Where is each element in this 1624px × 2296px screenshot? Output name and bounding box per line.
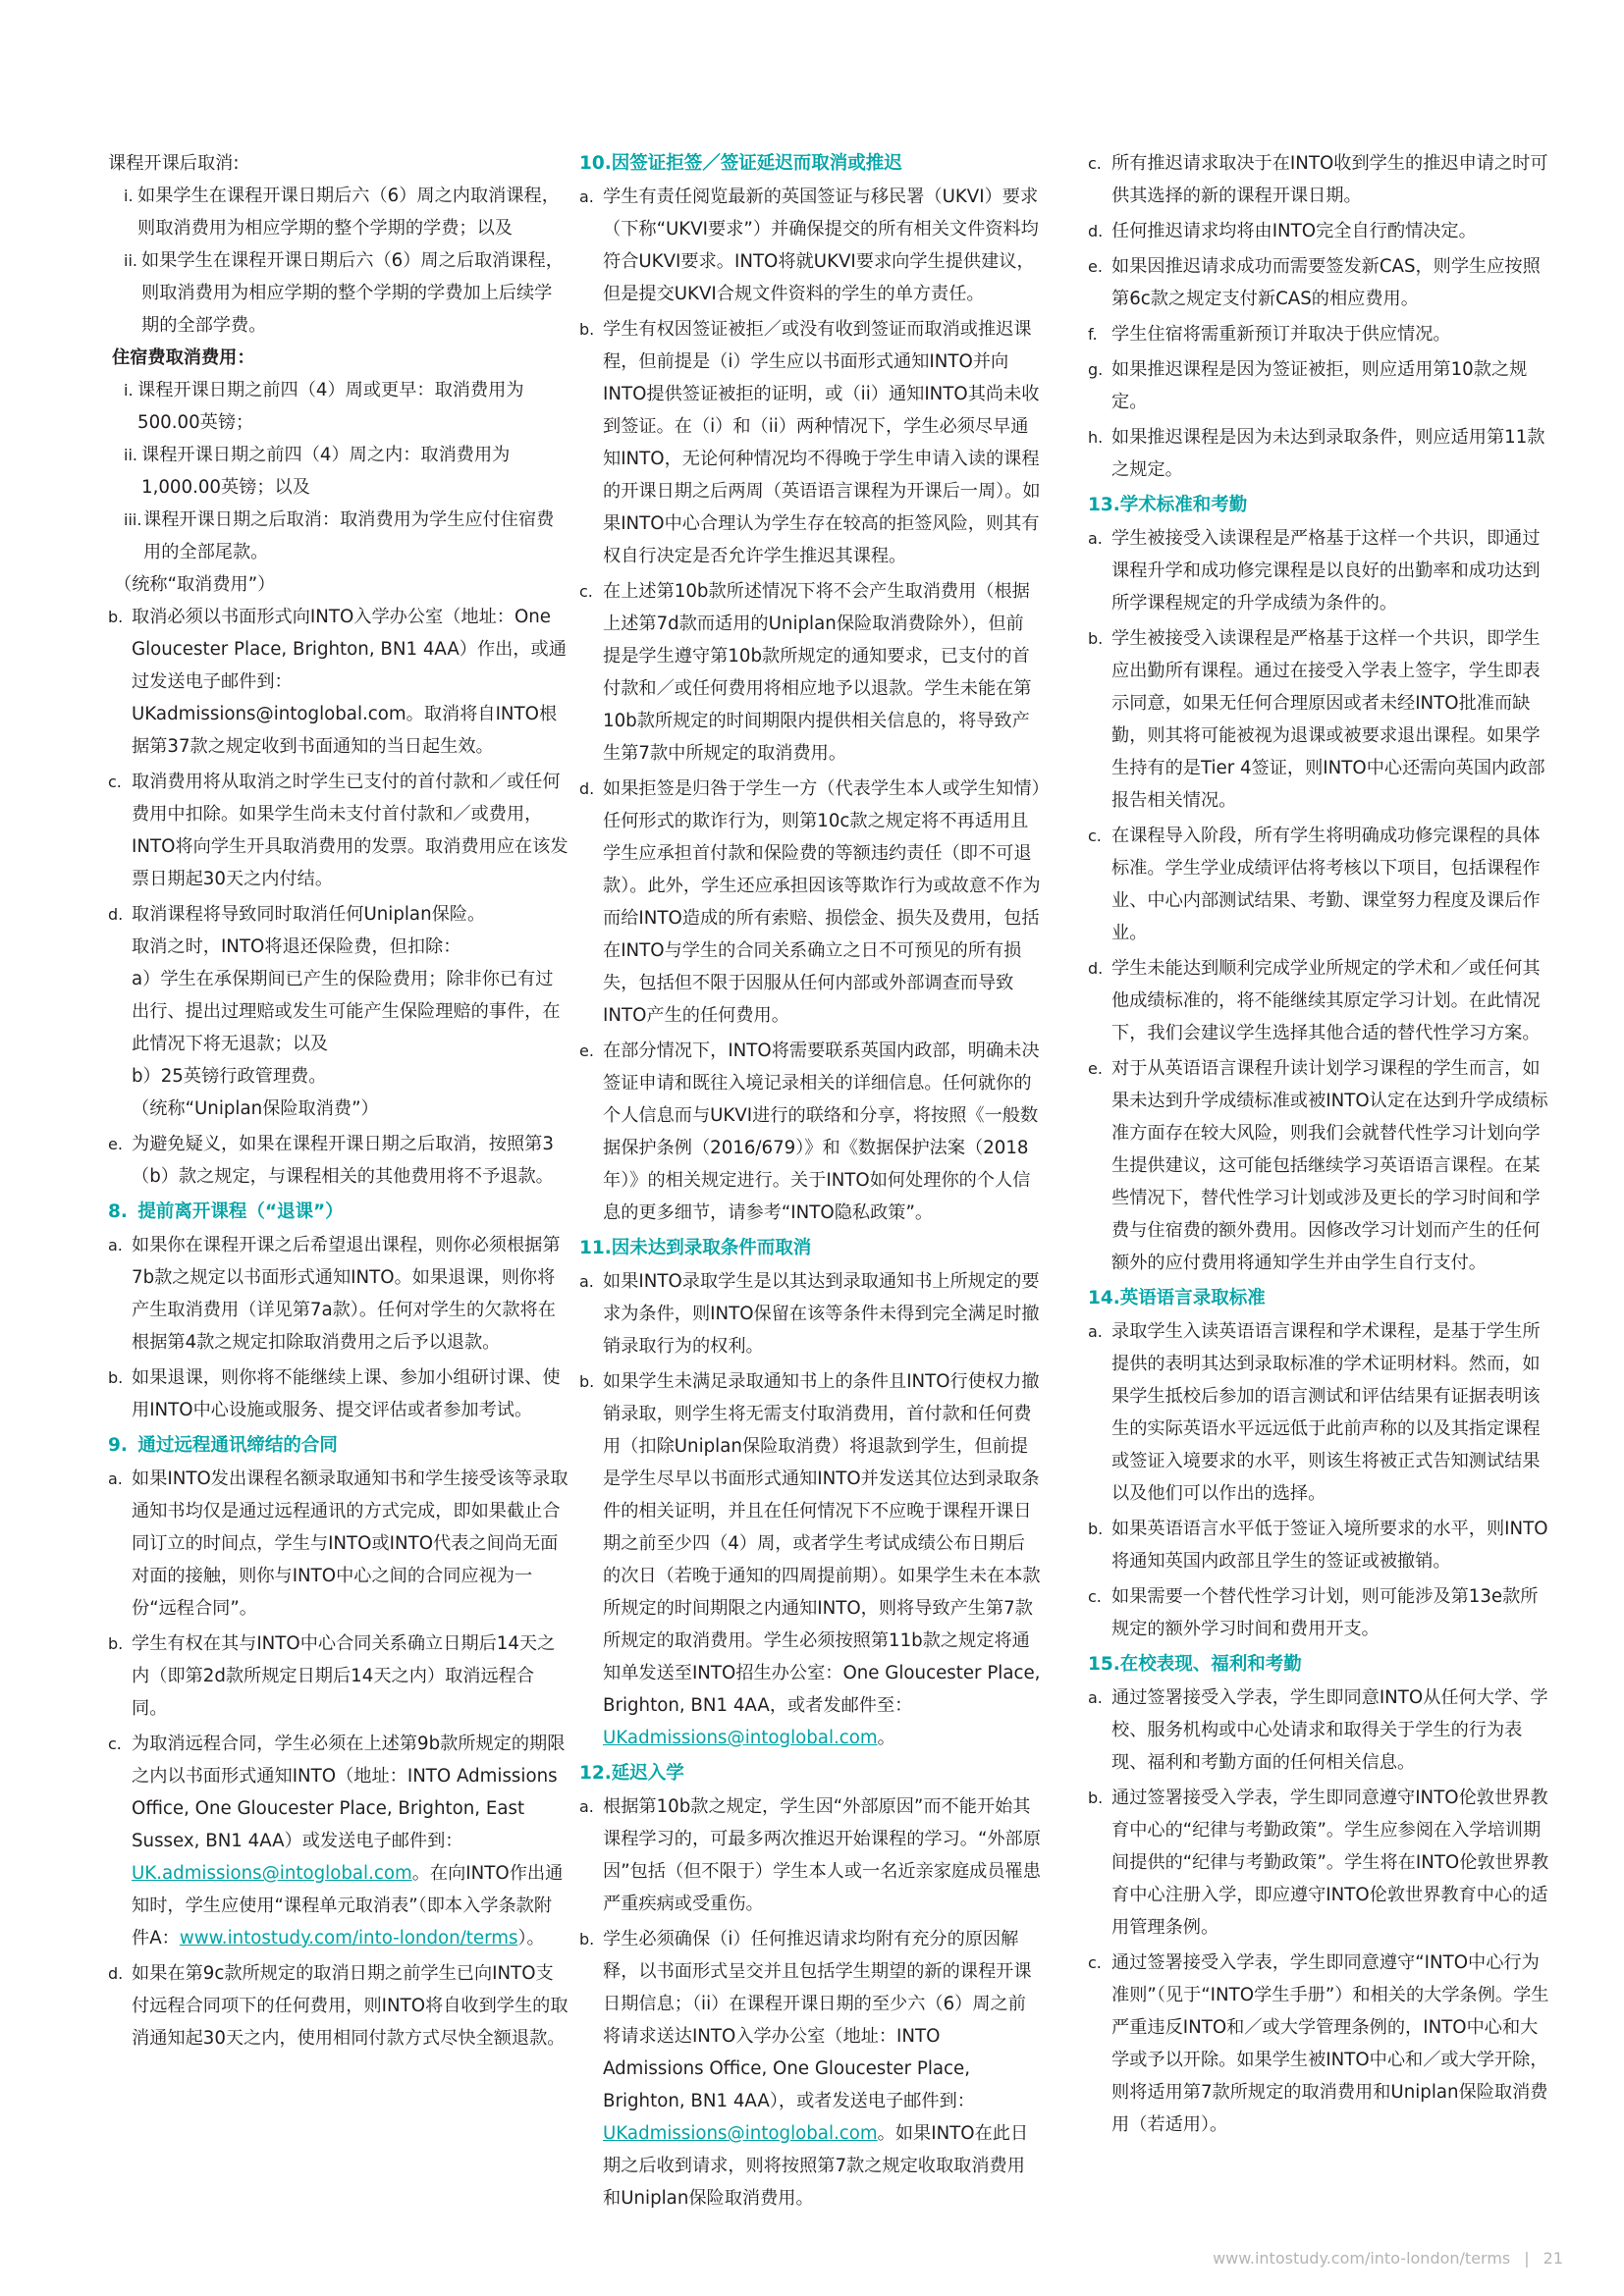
- page-number: 21: [1543, 2249, 1563, 2268]
- clause-7d-line: 取消之时，INTO将退还保险费，但扣除：: [132, 936, 461, 957]
- clause-7d-line: b）25英镑行政管理费。: [132, 1066, 327, 1087]
- section-9-heading: 9. 通过远程通讯缔结的合同: [108, 1435, 338, 1456]
- column-middle: [579, 147, 1041, 2217]
- clause-14b: b. 如果英语语言水平低于签证入境所要求的水平，则INTO将通知英国内政部且学生的签证或被撤销。: [1088, 1519, 1548, 1572]
- clause-12e: e. 如果因推迟请求成功而需要签发新CAS，则学生应按照第6c款之规定支付新CAS的相应费用。: [1088, 256, 1541, 309]
- clause-10d: d. 如果拒签是归咎于学生一方（代表学生本人或学生知情）任何形式的欺诈行为，则第10c款之规定将不再适用且学生应承担首付款和保险费的等额违约责任（即不可退款）。此外，学生还应承担因该等欺诈行为或故意不作为而给INTO造成的所有索赔、损偿金、损失及费用，包括在INTO与学生的合同关系确立之日不可预见的所有损失，包括但不限于因服从任何内部或外部调查而导致INTO产生的任何费用。: [579, 778, 1041, 1026]
- terms-url-link[interactable]: www.intostudy.com/into-london/terms: [179, 1928, 518, 1949]
- section-14-heading: 14.英语语言录取标准: [1088, 1288, 1266, 1308]
- section-13-heading: 13.学术标准和考勤: [1088, 495, 1248, 515]
- clause-13c: c. 在课程导入阶段，所有学生将明确成功修完课程的具体标准。学生学业成绩评估将考核以下项目，包括课程作业、中心内部测试结果、考勤、课堂努力程度及课后作业。: [1088, 826, 1541, 943]
- clause-10e: e. 在部分情况下，INTO将需要联系英国内政部，明确未决签证申请和既往入境记录相关的详细信息。任何就你的个人信息而与UKVI进行的联络和分享，将按照《一般数据保护条例（2016/679）》和《数据保护法案（2018年）》的相关规定进行。关于INTO如何处理你的个人信息的更多细节，请参考“INTO隐私政策”。: [579, 1041, 1040, 1223]
- clause-9b: b. 学生有权在其与INTO中心合同关系确立日期后14天之内（即第2d款所规定日期后14天之内）取消远程合同。: [108, 1633, 556, 1719]
- clause-7d-line: （统称“Uniplan保险取消费”）: [132, 1098, 379, 1119]
- clause-12b: b. 学生必须确保（i）任何推迟请求均附有充分的原因解释，以书面形式呈交并且包括学生期望的新的课程开课日期信息；（ii）在课程开课日期的至少六（6）周之前将请求送达INTO入学办公室（地址：INTO Admissions Office, One Gloucester Place, Brighton, BN1 4AA），或者发送电子邮件到：UKadmissions@intoglobal.com。如果INTO在此日期之后收到请求，则将按照第7款之规定收取取消费用和Uniplan保险取消费用。: [579, 1929, 1032, 2209]
- footer-separator: |: [1524, 2249, 1530, 2268]
- footer-url-link[interactable]: www.intostudy.com/into-london/terms: [1213, 2249, 1511, 2268]
- section-8-heading: 8. 提前离开课程（“退课”）: [108, 1201, 344, 1222]
- clause-9a: a. 如果INTO发出课程名额录取通知书和学生接受该等录取通知书均仅是通过远程通讯的方式完成，即如果截止合同订立的时间点，学生与INTO或INTO代表之间尚无面对面的接触，则你与INTO中心之间的合同应视为一份“远程合同”。: [108, 1468, 568, 1619]
- clause-12c: c. 所有推迟请求取决于在INTO收到学生的推迟申请之时可供其选择的新的课程开课日期。: [1088, 153, 1548, 206]
- clause-15a: a. 通过签署接受入学表，学生即同意INTO从任何大学、学校、服务机构或中心处请求和取得关于学生的行为表现、福利和考勤方面的任何相关信息。: [1088, 1687, 1548, 1773]
- clause-10a: a. 学生有责任阅览最新的英国签证与移民署（UKVI）要求（下称“UKVI要求”）并确保提交的所有相关文件资料均符合UKVI要求。INTO将就UKVI要求向学生提供建议，但是提交UKVI合规文件资料的学生的单方责任。: [579, 187, 1039, 304]
- clause-8b: b. 如果退课，则你将不能继续上课、参加小组研讨课、使用INTO中心设施或服务、提交评估或者参加考试。: [108, 1367, 561, 1420]
- clause-7d: d. 取消课程将导致同时取消任何Uniplan保险。 取消之时，INTO将退还保险费，但扣除： a）学生在承保期间已产生的保险费用；除非你已有过出行、提出过理赔或发生可能产生保险理赔的事件，在此情况下将无退款；以及 b）25英镑行政管理费。 （统称“Uniplan保险取消费”）: [108, 898, 569, 1125]
- clause-15b: b. 通过签署接受入学表，学生即同意遵守INTO伦敦世界教育中心的“纪律与考勤政策”。学生应参阅在入学培训期间提供的“纪律与考勤政策”。学生将在INTO伦敦世界教育中心注册入学，即应遵守INTO伦敦世界教育中心的适用管理条例。: [1088, 1788, 1549, 1938]
- clause-13b: b. 学生被接受入读课程是严格基于这样一个共识，即学生应出勤所有课程。通过在接受入学表上签字，学生即表示同意，如果无任何合理原因或者未经INTO批准而缺勤，则其将可能被视为退课或被要求退出课程。如果学生持有的是Tier 4签证，则INTO中心还需向英国内政部报告相关情况。: [1088, 628, 1545, 811]
- clause-7d-line: a）学生在承保期间已产生的保险费用；除非你已有过出行、提出过理赔或发生可能产生保险理赔的事件，在此情况下将无退款；以及: [132, 969, 561, 1054]
- section-10-heading: 10.因签证拒签／签证延迟而取消或推迟: [579, 153, 902, 174]
- column-left: [108, 147, 569, 2057]
- list-item: ii. 课程开课日期之前四（4）周之内：取消费用为1,000.00英镑；以及: [124, 445, 511, 498]
- clause-8a: a. 如果你在课程开课之后希望退出课程，则你必须根据第7b款之规定以书面形式通知INTO。如果退课，则你将产生取消费用（详见第7a款）。任何对学生的欠款将在根据第4款之规定扣除取消费用之后予以退款。: [108, 1235, 561, 1353]
- clause-15c: c. 通过签署接受入学表，学生即同意遵守“INTO中心行为准则”（见于“INTO学生手册”）和相关的大学条例。学生严重违反INTO和／或大学管理条例的，INTO中心和大学或予以开除。如果学生被INTO中心和／或大学开除，则将适用第7款所规定的取消费用和Uniplan保险取消费用（若适用）。: [1088, 1952, 1549, 2135]
- accommodation-note: （统称“取消费用”）: [114, 574, 276, 595]
- tuition-cancel-list: [108, 180, 569, 342]
- clause-14a: a. 录取学生入读英语语言课程和学术课程，是基于学生所提供的表明其达到录取标准的学术证明材料。然而，如果学生抵校后参加的语言测试和评估结果有证据表明该生的实际英语水平远远低于此前声称的以及其指定课程或签证入境要求的水平，则该生将被正式告知测试结果以及他们可以作出的选择。: [1088, 1321, 1541, 1504]
- clause-7c: c. 取消费用将从取消之时学生已支付的首付款和／或任何费用中扣除。如果学生尚未支付首付款和／或费用，INTO将向学生开具取消费用的发票。取消费用应在该发票日期起30天之内付结。: [108, 772, 568, 889]
- clause-12a: a. 根据第10b款之规定，学生因“外部原因”而不能开始其课程学习的，可最多两次推迟开始课程的学习。“外部原因”包括（但不限于）学生本人或一名近亲家庭成员罹患严重疾病或受重伤。: [579, 1796, 1041, 1914]
- page-footer: [1213, 2249, 1563, 2268]
- clause-12h: h. 如果推迟课程是因为未达到录取条件，则应适用第11款之规定。: [1088, 427, 1545, 480]
- clause-13e: e. 对于从英语语言课程升读计划学习课程的学生而言，如果未达到升学成绩标准或被INTO认定在达到升学成绩标准方面存在较大风险，则我们会就替代性学习计划向学生提供建议，这可能包括继续学习英语语言课程。在某些情况下，替代性学习计划或涉及更长的学习时间和学费与住宿费的额外费用。因修改学习计划而产生的任何额外的应付费用将通知学生并由学生自行支付。: [1088, 1058, 1548, 1273]
- clause-12f: f. 学生住宿将需重新预订并取决于供应情况。: [1088, 324, 1451, 345]
- column-right: [1088, 147, 1549, 2144]
- admissions-email-link[interactable]: UKadmissions@intoglobal.com: [603, 2123, 878, 2144]
- clause-10b: b. 学生有权因签证被拒／或没有收到签证而取消或推迟课程，但前提是（i）学生应以书面形式通知INTO并向INTO提供签证被拒的证明，或（ii）通知INTO其尚未收到签证。在（i）和（ii）两种情况下，学生必须尽早通知INTO，无论何种情况均不得晚于学生申请入读的课程的开课日期之后两周（英语语言课程为开课后一周）。如果INTO中心合理认为学生存在较高的拒签风险，则其有权自行决定是否允许学生推迟其课程。: [579, 319, 1041, 566]
- clause-11a: a. 如果INTO录取学生是以其达到录取通知书上所规定的要求为条件，则INTO保留在该等条件未得到完全满足时撤销录取行为的权利。: [579, 1271, 1040, 1357]
- section-11-heading: 11.因未达到录取条件而取消: [579, 1238, 812, 1258]
- accommodation-cancel-list: [108, 374, 569, 568]
- clause-7e: e. 为避免疑义，如果在课程开课日期之后取消，按照第3（b）款之规定，与课程相关的其他费用将不予退款。: [108, 1134, 554, 1187]
- list-item: iii. 课程开课日期之后取消：取消费用为学生应付住宿费用的全部尾款。: [124, 509, 555, 562]
- section-12-heading: 12.延迟入学: [579, 1763, 684, 1784]
- cancel-after-start-intro: 课程开课后取消:: [108, 153, 240, 174]
- admissions-email-link[interactable]: UK.admissions@intoglobal.com: [132, 1863, 412, 1884]
- clause-11b: b. 如果学生未满足录取通知书上的条件且INTO行使权力撤销录取，则学生将无需支付取消费用，首付款和任何费用（扣除Uniplan保险取消费）将退款到学生，但前提是学生尽早以书面形式通知INTO并发送其位达到录取条件的相关证明，并且在任何情况下不应晚于课程开课日期之前至少四（4）周，或者学生考试成绩公布日期后的次日（若晚于通知的四周提前期）。如果学生未在本款所规定的时间期限之内通知INTO，则将导致产生第7款所规定的取消费用。学生必须按照第11b款之规定将通知单发送至INTO招生办公室：One Gloucester Place, Brighton, BN1 4AA，或者发邮件至：UKadmissions@intoglobal.com。: [579, 1371, 1041, 1748]
- list-item: i. 课程开课日期之前四（4）周或更早：取消费用为500.00英镑；: [124, 380, 524, 433]
- admissions-email-link[interactable]: UKadmissions@intoglobal.com: [603, 1728, 878, 1748]
- clause-12d: d. 任何推迟请求均将由INTO完全自行酌情决定。: [1088, 221, 1477, 241]
- clause-10c: c. 在上述第10b款所述情况下将不会产生取消费用（根据上述第7d款而适用的Uniplan保险取消费除外），但前提是学生遵守第10b款所规定的通知要求，已支付的首付款和／或任何费用将相应地予以退款。学生未能在第10b款所规定的时间期限内提供相关信息的，将导致产生第7款中所规定的取消费用。: [579, 581, 1032, 764]
- list-item: ii. 如果学生在课程开课日期后六（6）周之后取消课程，则取消费用为相应学期的整个学期的学费加上后续学期的全部学费。: [124, 250, 564, 336]
- clause-9d: d. 如果在第9c款所规定的取消日期之前学生已向INTO支付远程合同项下的任何费用，则INTO将自收到学生的取消通知起30天之内，使用相同付款方式尽快全额退款。: [108, 1963, 568, 2049]
- section-15-heading: 15.在校表现、福利和考勤: [1088, 1654, 1302, 1675]
- clause-9c: c. 为取消远程合同，学生必须在上述第9b款所规定的期限之内以书面形式通知INTO（地址：INTO Admissions Office, One Gloucester Place, Brighton, East Sussex, BN1 4AA）或发送电子邮件到：UK.admissions@intoglobal.com。在向INTO作出通知时，学生应使用“课程单元取消表”（即本入学条款附件A：www.intostudy.com/into-london/terms）。: [108, 1734, 566, 1949]
- clause-12g: g. 如果推迟课程是因为签证被拒，则应适用第10款之规定。: [1088, 359, 1528, 412]
- list-item: i. 如果学生在课程开课日期后六（6）周之内取消课程，则取消费用为相应学期的整个学期的学费；以及: [124, 186, 560, 239]
- clause-13a: a. 学生被接受入读课程是严格基于这样一个共识，即通过课程升学和成功修完课程是以良好的出勤率和成功达到所学课程规定的升学成绩为条件的。: [1088, 528, 1541, 614]
- clause-13d: d. 学生未能达到顺利完成学业所规定的学术和／或任何其他成绩标准的，将不能继续其原定学习计划。在此情况下，我们会建议学生选择其他合适的替代性学习方案。: [1088, 958, 1541, 1043]
- clause-14c: c. 如果需要一个替代性学习计划，则可能涉及第13e款所规定的额外学习时间和费用开支。: [1088, 1586, 1539, 1639]
- accommodation-cancel-title: 住宿费取消费用：: [112, 347, 255, 368]
- clause-7b: b. 取消必须以书面形式向INTO入学办公室（地址：One Gloucester Place, Brighton, BN1 4AA）作出，或通过发送电子邮件到：UKadmissions@intoglobal.com。取消将自INTO根据第37款之规定收到书面通知的当日起生效。: [108, 607, 567, 757]
